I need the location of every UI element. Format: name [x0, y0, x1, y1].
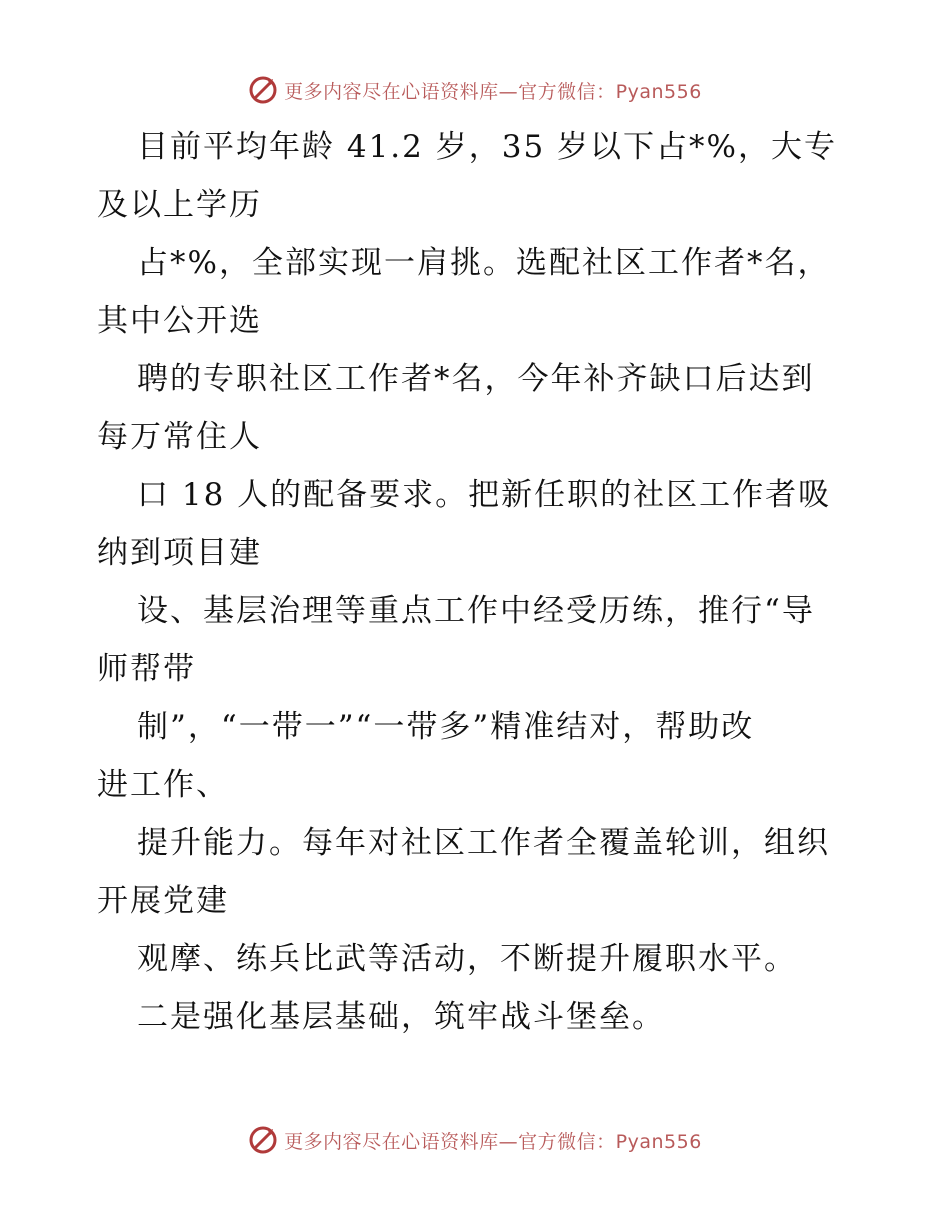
line-continuation: 进工作、	[97, 767, 229, 803]
quill-seal-icon	[248, 75, 278, 105]
line-text: 目前平均年龄 41.2 岁，35 岁以下占*%，大专	[137, 129, 837, 165]
line-text: 设、基层治理等重点工作中经受历练，推行“导	[137, 593, 815, 629]
line-continuation: 其中公开选	[97, 303, 262, 339]
paragraph-4	[97, 466, 857, 582]
document-body	[97, 118, 857, 1046]
line-text: 提升能力。每年对社区工作者全覆盖轮训，组织	[137, 825, 830, 861]
line-continuation: 开展党建	[97, 883, 229, 919]
line-text: 口 18 人的配备要求。把新任职的社区工作者吸	[137, 477, 832, 513]
paragraph-5	[97, 582, 857, 698]
line-text: 二是强化基层基础，筑牢战斗堡垒。	[137, 999, 665, 1035]
line-text: 观摩、练兵比武等活动，不断提升履职水平。	[137, 941, 797, 977]
paragraph-9	[97, 988, 857, 1046]
footer-banner-text: 更多内容尽在心语资料库—官方微信：Pyan556	[284, 1130, 702, 1153]
paragraph-8	[97, 930, 857, 988]
paragraph-2	[97, 234, 857, 350]
paragraph-3	[97, 350, 857, 466]
line-continuation: 师帮带	[97, 651, 196, 687]
line-text: 聘的专职社区工作者*名，今年补齐缺口后达到	[137, 361, 815, 397]
line-text: 占*%，全部实现一肩挑。选配社区工作者*名，	[137, 245, 831, 281]
paragraph-6	[97, 698, 857, 814]
header-banner	[0, 70, 950, 110]
line-continuation: 及以上学历	[97, 187, 262, 223]
footer-banner	[0, 1120, 950, 1160]
quill-seal-icon	[248, 1125, 278, 1155]
header-banner-text: 更多内容尽在心语资料库—官方微信：Pyan556	[284, 80, 702, 103]
line-continuation: 纳到项目建	[97, 535, 262, 571]
paragraph-1	[97, 118, 857, 234]
paragraph-7	[97, 814, 857, 930]
line-text: 制”，“一带一”“一带多”精准结对，帮助改	[137, 709, 755, 745]
line-continuation: 每万常住人	[97, 419, 262, 455]
